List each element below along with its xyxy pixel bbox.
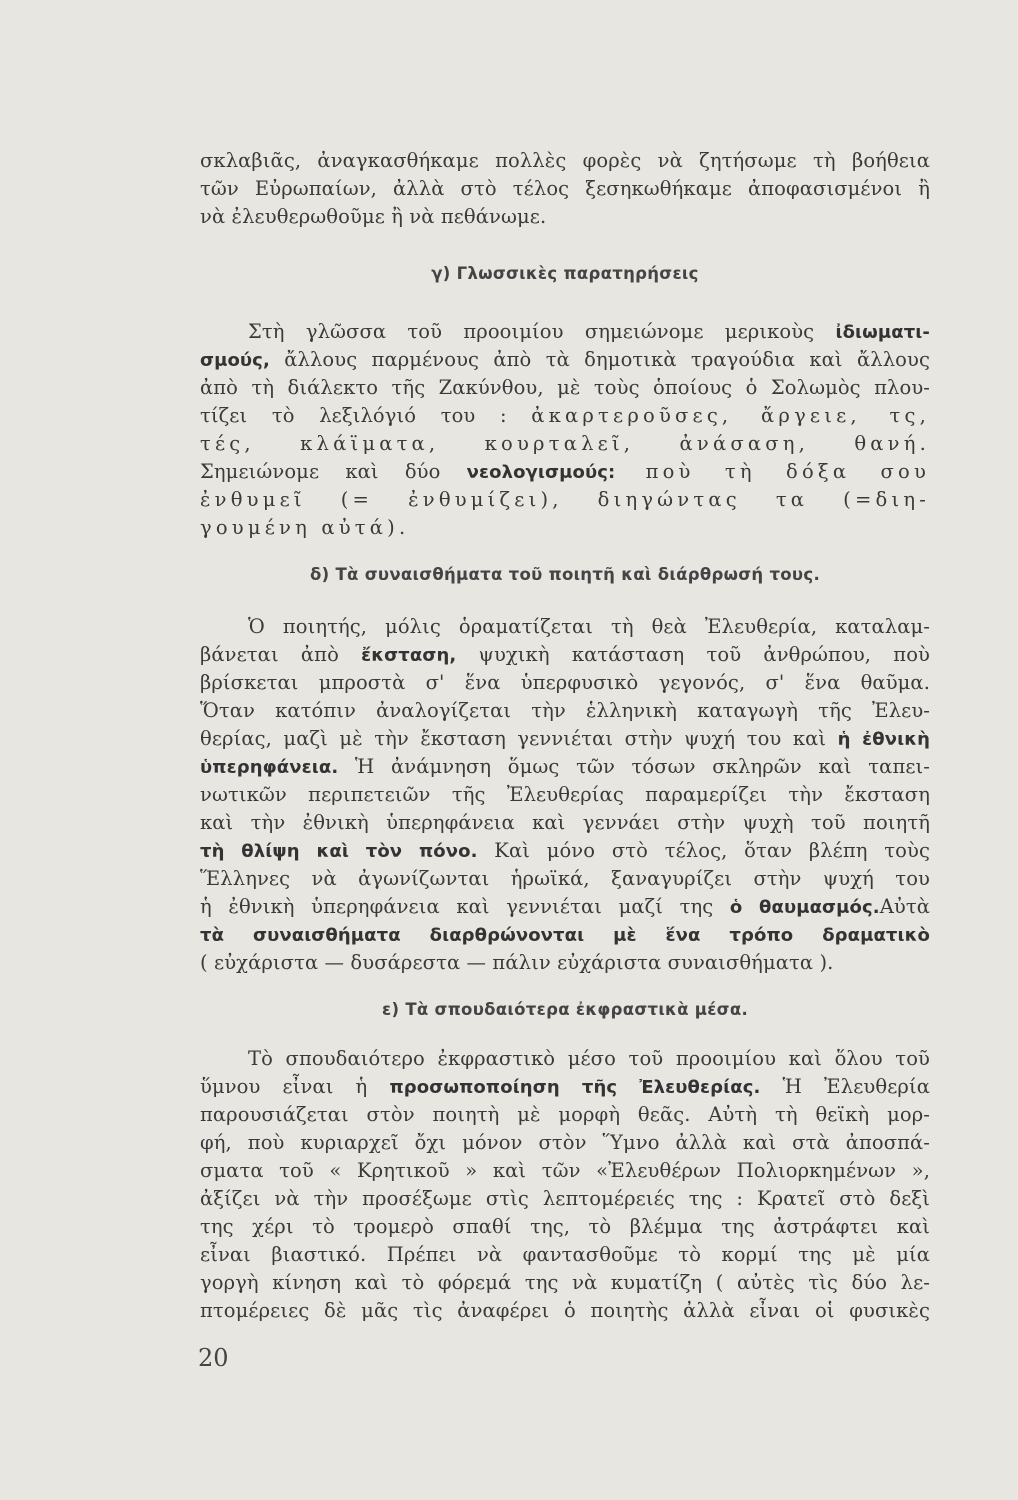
text-line <box>200 837 930 866</box>
text-line: καὶ τὴν ἐθνικὴ ὑπερηφάνεια καὶ γεννάει στὴν ψυχὴ τοῦ ποιητῆ <box>200 811 930 834</box>
text-line: πτομέρειες δὲ μᾶς τὶς ἀναφέρει ὁ ποιητὴς ἀλλὰ εἶναι οἱ φυσικὲς <box>200 1299 930 1322</box>
page-number: 20 <box>198 1344 229 1372</box>
text-line: σματα τοῦ « Κρητικοῦ » καὶ τῶν «Ἐλευθέρων Πολιορκημένων », <box>200 1159 930 1182</box>
bold-term: τὰ συναισθήματα διαρθρώνονται μὲ ἕνα τρόπο δραματικὸ <box>200 925 930 946</box>
text-line: Ὅταν κατόπιν ἀναλογίζεται τὴν ἑλληνικὴ καταγωγὴ τῆς Ἐλευ- <box>200 699 930 722</box>
text-line: βρίσκεται μπροστὰ σ' ἕνα ὑπερφυσικὸ γεγονός, σ' ἕνα θαῦμα. <box>200 671 930 694</box>
text-run: ψυχικὴ κατάσταση τοῦ ἀνθρώπου, ποὺ <box>456 643 930 666</box>
section-heading-delta: δ) Τὰ συναισθήματα τοῦ ποιητῆ καὶ διάρθρωσή τους. <box>309 565 821 584</box>
text-line: εἶναι βιαστικό. Πρέπει νὰ φαντασθοῦμε τὸ κορμί της μὲ μία <box>200 1243 930 1266</box>
text-line <box>200 893 930 922</box>
text-line: ἀξίζει νὰ τὴν προσέξωμε στὶς λεπτομέρειές της : Κρατεῖ στὸ δεξὶ <box>200 1187 930 1210</box>
section-heading-epsilon: ε) Τὰ σπουδαιότερα ἐκφραστικὰ μέσα. <box>381 1000 749 1019</box>
text-line: σκλαβιᾶς, ἀναγκασθήκαμε πολλὲς φορὲς νὰ ζητήσωμε τὴ βοήθεια <box>200 149 930 172</box>
text-line: της χέρι τὸ τρομερὸ σπαθί της, τὸ βλέμμα της ἀστράφτει καὶ <box>200 1215 930 1238</box>
text-line: νὰ ἐλευθερωθοῦμε ἢ νὰ πεθάνωμε. <box>200 205 547 228</box>
text-line: Ἕλληνες νὰ ἀγωνίζωνται ἡρωϊκά, ξαναγυρίζει στὴν ψυχή του <box>200 867 930 890</box>
text-run: ἄλλους παρμένους ἀπὸ τὰ δημοτικὰ τραγούδια καὶ ἄλλους <box>269 348 930 371</box>
bold-term: ὑπερηφάνεια. <box>200 757 339 778</box>
text-line <box>200 402 930 430</box>
text-run: θερίας, μαζὶ μὲ τὴν ἔκσταση γεννιέται στὴν ψυχή του καὶ <box>200 727 838 750</box>
text-line: ἐνθυμεῖ (= ἐνθυμίζει), διηγώντας τα (=διη- <box>200 488 930 511</box>
text-line <box>200 921 930 950</box>
text-line: γοργὴ κίνηση καὶ τὸ φόρεμά της νὰ κυματίζη ( αὐτὲς τὶς δύο λε- <box>200 1271 930 1294</box>
bold-term: σμούς, <box>200 350 270 371</box>
text-line <box>200 318 930 347</box>
text-run: Ἡ Ἐλευθερία <box>760 1075 931 1098</box>
text-run: Καὶ μόνο στὸ τέλος, ὅταν βλέπη τοὺς <box>477 839 931 862</box>
text-line: τῶν Εὐρωπαίων, ἀλλὰ στὸ τέλος ξεσηκωθήκαμε ἀποφασισμένοι ἢ <box>200 177 930 200</box>
text-line <box>200 346 930 375</box>
text-line: γουμένη αὐτά). <box>200 516 410 539</box>
text-run: Αὐτὰ <box>879 895 930 918</box>
bold-term: τὴ θλίψη καὶ τὸν πόνο. <box>200 841 478 862</box>
bold-term: ἡ ἐθνικὴ <box>837 729 930 750</box>
text-run: Ἡ ἀνάμνηση ὅμως τῶν τόσων σκληρῶν καὶ ταπει- <box>338 755 930 778</box>
text-line: ( εὐχάριστα — δυσάρεστα — πάλιν εὐχάριστα συναισθήματα ). <box>200 951 834 974</box>
text-line: Τὸ σπουδαιότερο ἐκφραστικὸ μέσο τοῦ προοιμίου καὶ ὅλου τοῦ <box>248 1047 930 1070</box>
text-line: Ὁ ποιητής, μόλις ὁραματίζεται τὴ θεὰ Ἐλευθερία, καταλαμ- <box>248 615 930 638</box>
text-line: φή, ποὺ κυριαρχεῖ ὄχι μόνον στὸν Ὕμνο ἀλλὰ καὶ στὰ ἀποσπά- <box>200 1131 930 1154</box>
text-line: νωτικῶν περιπετειῶν τῆς Ἐλευθερίας παραμερίζει τὴν ἔκσταση <box>200 783 930 806</box>
text-run: Στὴ γλῶσσα τοῦ προοιμίου σημειώνομε μερικοὺς <box>248 320 836 343</box>
text-run: βάνεται ἀπὸ <box>200 643 362 666</box>
bold-term: ἰδιωματι- <box>835 322 930 343</box>
bold-term: ὁ θαυμασμός. <box>729 897 880 918</box>
text-run: ἡ ἐθνικὴ ὑπερηφάνεια καὶ γεννιέται μαζί της <box>200 895 730 918</box>
text-line <box>200 641 930 670</box>
text-line: παρουσιάζεται στὸν ποιητὴ μὲ μορφὴ θεᾶς. Αὐτὴ τὴ θεϊκὴ μορ- <box>200 1103 930 1126</box>
spaced-words: ἀκαρτεροῦσες, ἄργειε, τς, <box>531 404 930 427</box>
text-run: ὕμνου εἶναι ἡ <box>200 1075 390 1098</box>
text-run: τίζει τὸ λεξιλόγιό του : <box>200 404 532 427</box>
text-line <box>200 1073 930 1102</box>
text-line <box>200 753 930 782</box>
text-run: Σημειώνομε καὶ δύο <box>200 460 467 483</box>
bold-term: προσωποποίηση τῆς Ἐλευθερίας. <box>389 1077 761 1098</box>
text-line: τές, κλάϊματα, κουρταλεῖ, ἀνάσαση, θανή. <box>200 432 930 455</box>
bold-term: ἔκσταση, <box>361 645 457 666</box>
text-line <box>200 725 930 754</box>
bold-term: νεολογισμούς: <box>466 462 616 483</box>
text-line <box>200 458 930 487</box>
spaced-words: ποὺ τὴ δόξα σου <box>615 460 931 483</box>
section-heading-gamma: γ) Γλωσσικὲς παρατηρήσεις <box>431 264 699 283</box>
text-line: ἀπὸ τὴ διάλεκτο τῆς Ζακύνθου, μὲ τοὺς ὁποίους ὁ Σολωμὸς πλου- <box>200 376 930 399</box>
